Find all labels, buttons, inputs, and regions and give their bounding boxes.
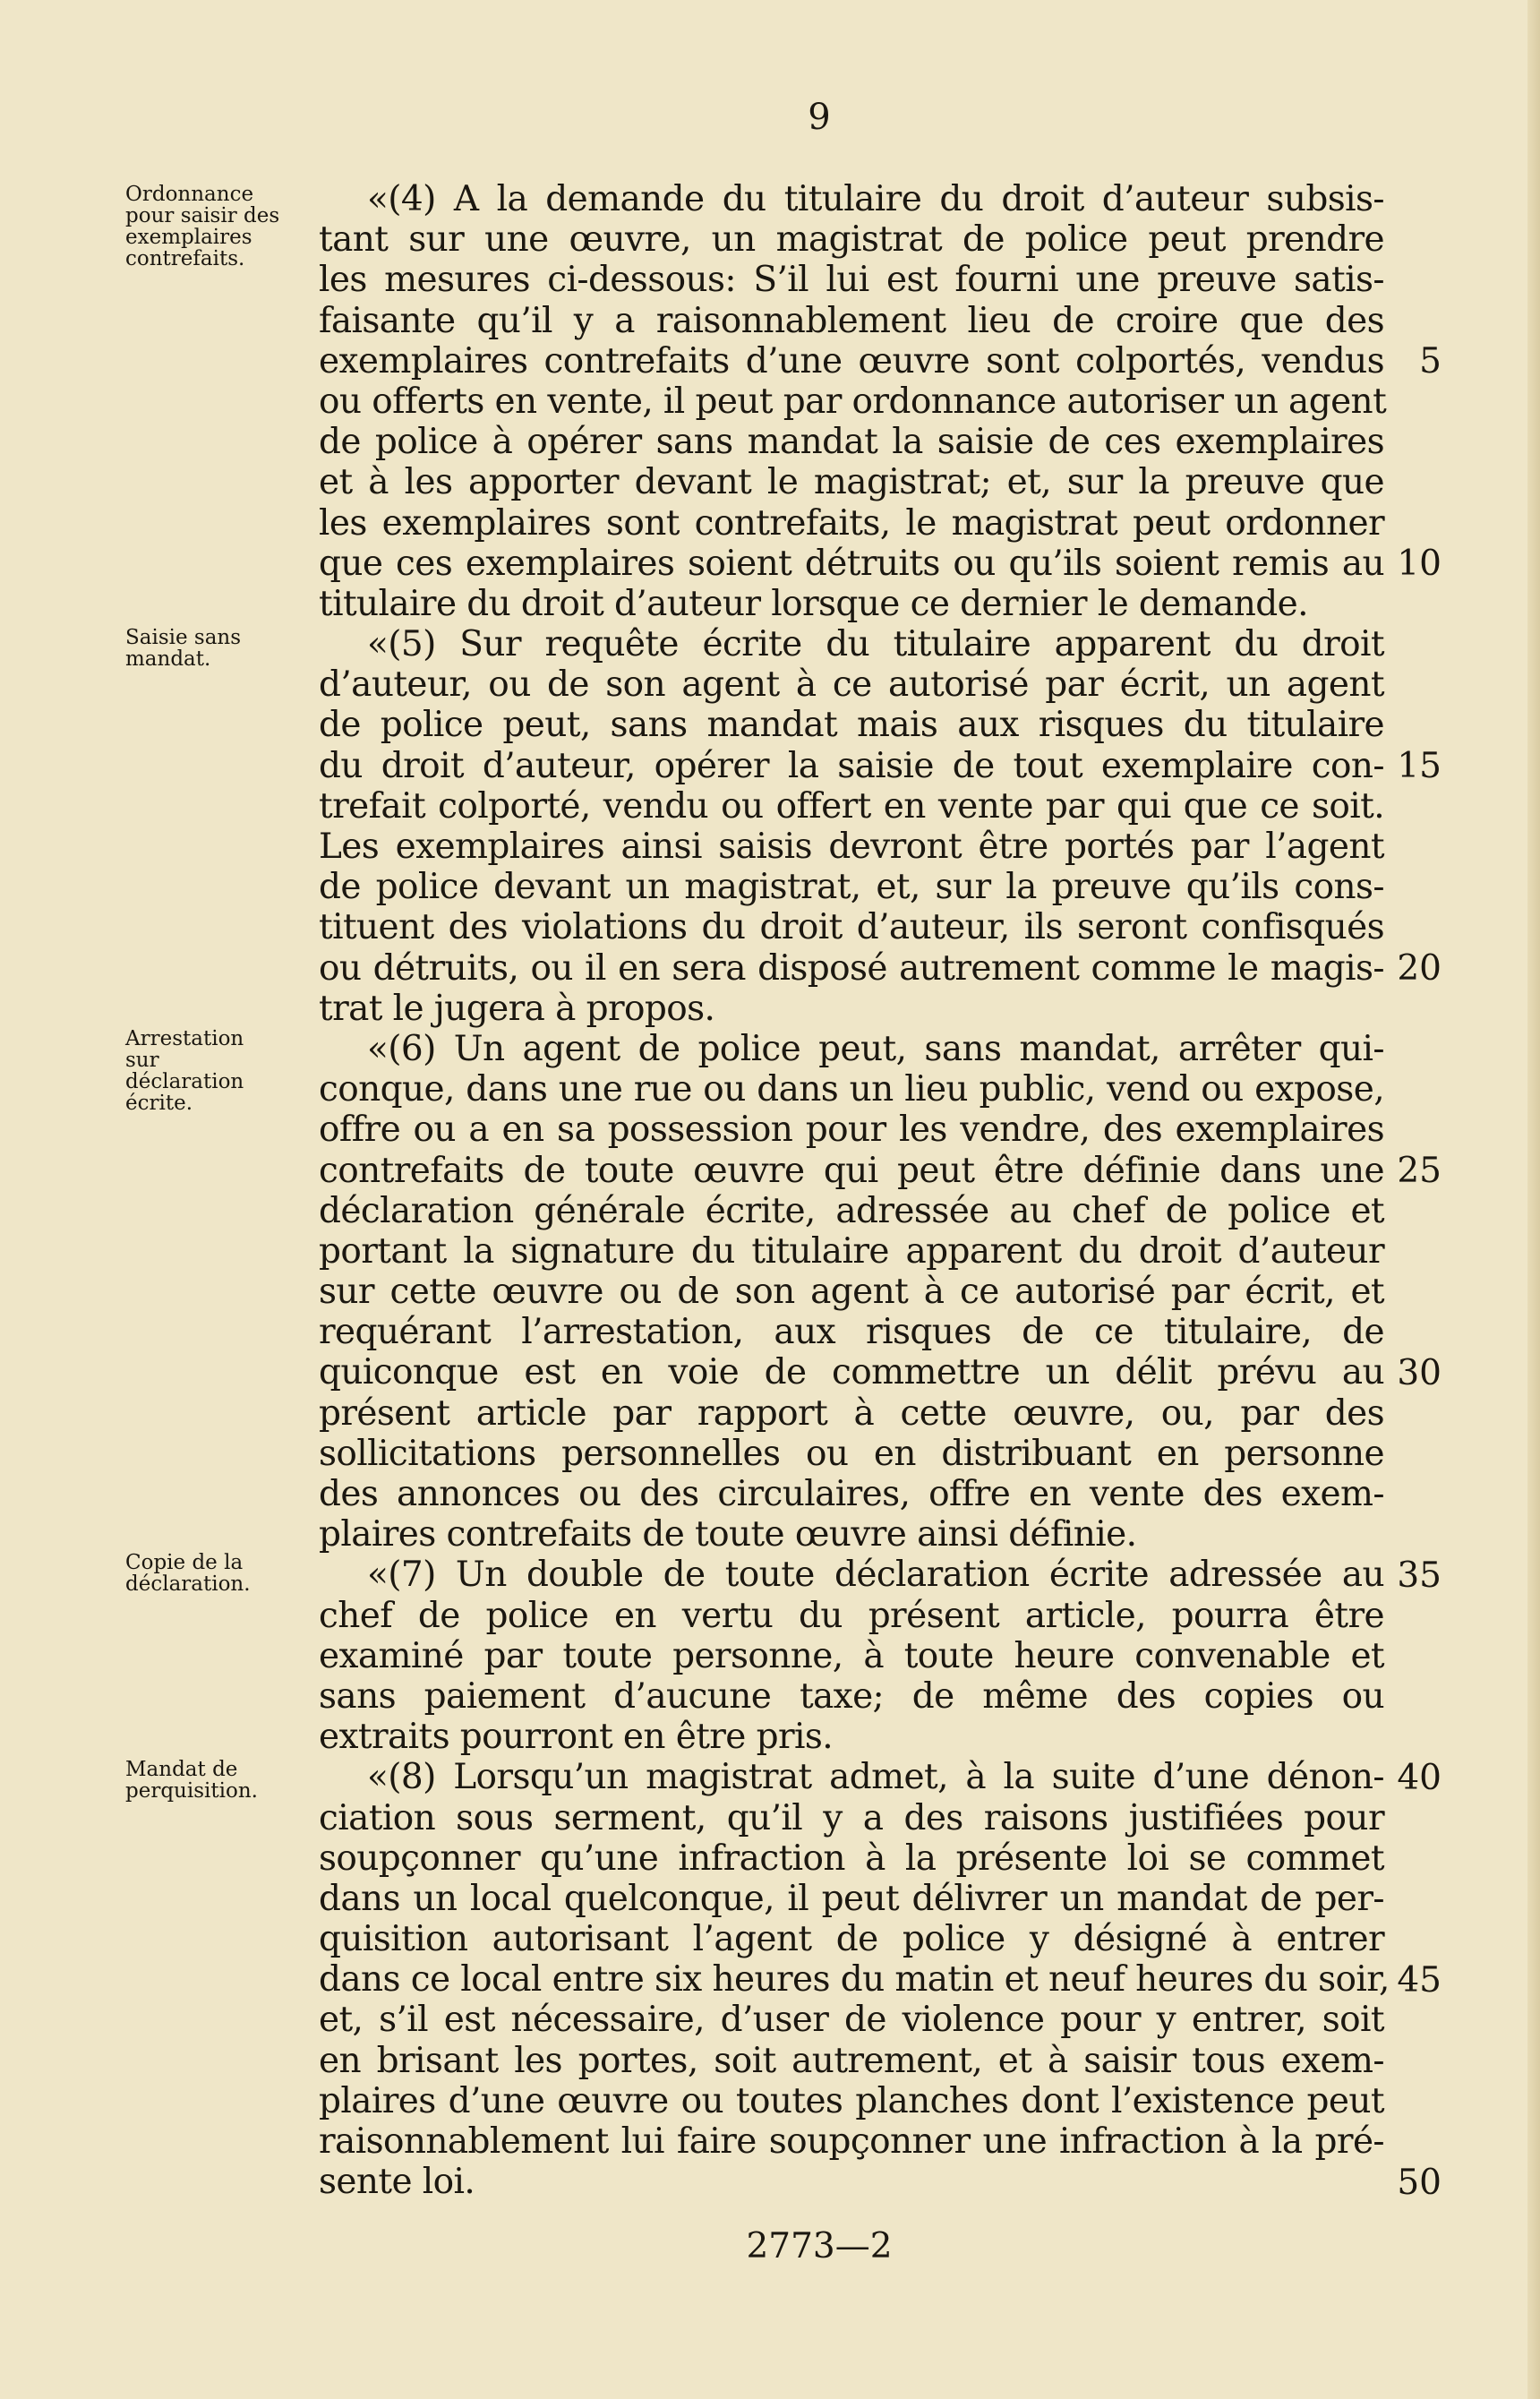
text-line: sente loi. <box>319 2162 475 2203</box>
text-line: déclaration générale écrite, adressée au chef de police et <box>319 1190 1384 1231</box>
line-number: 35 <box>1397 1555 1442 1596</box>
text-line: ou offerts en vente, il peut par ordonnance autoriser un agent <box>319 381 1387 422</box>
text-line: tituent des violations du droit d’auteur, ils seront confisqués <box>319 907 1384 948</box>
text-line: dans ce local entre six heures du matin et neuf heures du soir, <box>319 1959 1390 2001</box>
margin-note-mandat: Mandat de perquisition. <box>125 1758 258 1803</box>
text-line: portant la signature du titulaire apparent du droit d’auteur <box>319 1230 1384 1272</box>
text-line: présent article par rapport à cette œuvre, ou, par des <box>319 1392 1384 1434</box>
line-number: 10 <box>1397 543 1442 584</box>
text-line: faisante qu’il y a raisonnablement lieu de croire que des <box>319 300 1384 341</box>
text-line: que ces exemplaires soient détruits ou qu’ils soient remis au <box>319 543 1384 584</box>
line-number: 20 <box>1397 947 1442 989</box>
text-line: en brisant les portes, soit autrement, et à saisir tous exem- <box>319 2040 1384 2081</box>
text-line: «(5) Sur requête écrite du titulaire apparent du droit <box>367 624 1384 665</box>
text-line: les mesures ci-dessous: S’il lui est fourni une preuve satis- <box>319 260 1384 301</box>
text-line: ou détruits, ou il en sera disposé autrement comme le magis- <box>319 947 1384 989</box>
page-number: 9 <box>808 97 831 138</box>
footer-signature-mark: 2773—2 <box>746 2226 893 2266</box>
text-line: «(4) A la demande du titulaire du droit d’auteur subsis- <box>367 179 1384 219</box>
text-line: raisonnablement lui faire soupçonner une infraction à la pré- <box>319 2121 1384 2162</box>
margin-note-saisie: Saisie sans mandat. <box>125 626 242 671</box>
text-line: sans paiement d’aucune taxe; de même des copies ou <box>319 1675 1384 1717</box>
text-line: contrefaits de toute œuvre qui peut être définie dans une <box>319 1150 1384 1191</box>
text-line: sur cette œuvre ou de son agent à ce autorisé par écrit, et <box>319 1272 1384 1313</box>
text-line: titulaire du droit d’auteur lorsque ce dernier le demande. <box>319 583 1308 624</box>
line-number: 45 <box>1397 1959 1442 2001</box>
text-line: trefait colporté, vendu ou offert en vente par qui que ce soit. <box>319 785 1384 827</box>
text-line: conque, dans une rue ou dans un lieu public, vend ou expose, <box>319 1069 1384 1110</box>
text-line: requérant l’arrestation, aux risques de ce titulaire, de <box>319 1312 1384 1353</box>
text-line: chef de police en vertu du présent article, pourra être <box>319 1595 1384 1636</box>
text-line: les exemplaires sont contrefaits, le magistrat peut ordonner <box>319 502 1384 544</box>
text-line: «(8) Lorsqu’un magistrat admet, à la suite d’une dénon- <box>367 1757 1384 1798</box>
line-number: 30 <box>1397 1352 1442 1393</box>
line-number: 50 <box>1397 2162 1442 2203</box>
text-line: et, s’il est nécessaire, d’user de violence pour y entrer, soit <box>319 2000 1384 2041</box>
text-line: «(6) Un agent de police peut, sans mandat, arrêter qui- <box>367 1028 1384 1069</box>
text-line: et à les apporter devant le magistrat; et, sur la preuve que <box>319 462 1384 503</box>
page-edge <box>1527 0 1540 2399</box>
line-number: 5 <box>1419 340 1442 381</box>
line-number: 15 <box>1397 745 1442 786</box>
margin-note-copie: Copie de la déclaration. <box>125 1551 251 1596</box>
text-line: de police devant un magistrat, et, sur la preuve qu’ils cons- <box>319 867 1384 908</box>
text-line: sollicitations personnelles ou en distribuant en personne <box>319 1433 1384 1474</box>
text-line: des annonces ou des circulaires, offre en vente des exem- <box>319 1474 1384 1514</box>
body-text <box>319 179 1390 2203</box>
text-line: dans un local quelconque, il peut délivrer un mandat de per- <box>319 1878 1384 1919</box>
text-line: ciation sous serment, qu’il y a des raisons justifiées pour <box>319 1797 1384 1838</box>
text-line: tant sur une œuvre, un magistrat de police peut prendre <box>319 219 1384 261</box>
text-line: de police à opérer sans mandat la saisie de ces exemplaires <box>319 422 1384 463</box>
text-line: plaires d’une œuvre ou toutes planches dont l’existence peut <box>319 2080 1384 2121</box>
text-line: examiné par toute personne, à toute heure convenable et <box>319 1635 1384 1676</box>
text-line: quisition autorisant l’agent de police y désigné à entrer <box>319 1919 1384 1960</box>
text-line: du droit d’auteur, opérer la saisie de tout exemplaire con- <box>319 745 1384 786</box>
text-line: extraits pourront en être pris. <box>319 1717 834 1758</box>
margin-note-ordonnance: Ordonnance pour saisir des exemplaires contrefaits. <box>125 183 280 270</box>
text-line: de police peut, sans mandat mais aux risques du titulaire <box>319 705 1384 746</box>
text-line: «(7) Un double de toute déclaration écrite adressée au <box>367 1555 1384 1596</box>
text-line: soupçonner qu’une infraction à la présente loi se commet <box>319 1838 1384 1879</box>
text-line: d’auteur, ou de son agent à ce autorisé par écrit, un agent <box>319 664 1384 706</box>
text-line: Les exemplaires ainsi saisis devront être portés par l’agent <box>319 827 1384 867</box>
text-line: offre ou a en sa possession pour les vendre, des exemplaires <box>319 1110 1384 1151</box>
line-number: 25 <box>1397 1150 1442 1191</box>
text-line: exemplaires contrefaits d’une œuvre sont colportés, vendus <box>319 340 1384 381</box>
margin-note-arrestation: Arrestation sur déclaration écrite. <box>125 1027 244 1115</box>
text-line: plaires contrefaits de toute œuvre ainsi définie. <box>319 1514 1137 1555</box>
text-line: trat le jugera à propos. <box>319 988 715 1029</box>
line-number: 40 <box>1397 1757 1442 1798</box>
text-line: quiconque est en voie de commettre un délit prévu au <box>319 1352 1384 1393</box>
